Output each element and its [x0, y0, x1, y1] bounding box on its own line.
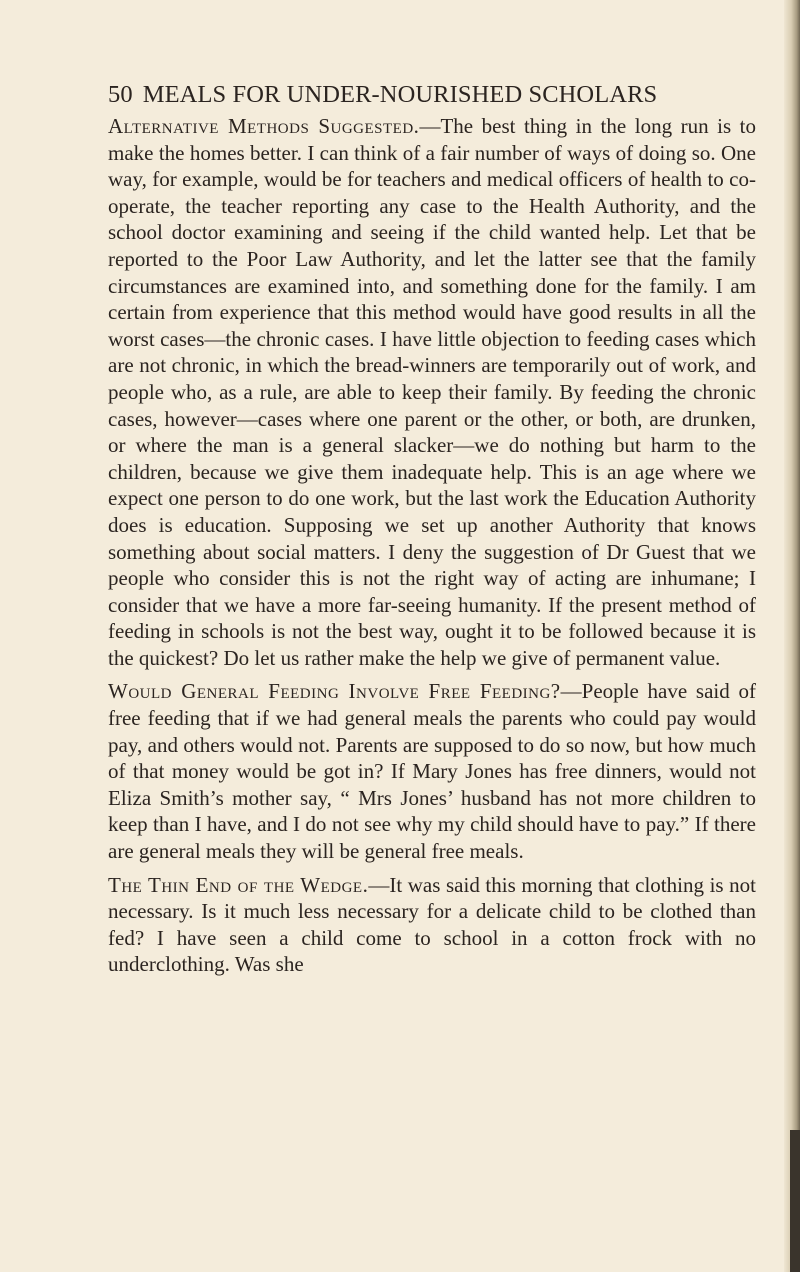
paragraph-heading: Alternative Methods Suggested. — [108, 114, 420, 138]
paragraph-alternative-methods — [108, 113, 756, 671]
paragraph-body: —The best thing in the long run is to make the homes better. I can think of a fair number of ways of doing so. One way, for example, would be for teachers and medical officers of health to co-operate, the teacher reporting any case to the Health Authority, and the school doctor examining and seeing if the child wanted help. Let that be reported to the Poor Law Authority, and let the latter see that the family circumstances are examined into, and something done for the family. I am certain from experience that this method would have good results in all the worst cases—the chronic cases. I have little objection to feeding cases which are not chronic, in which the bread-winners are temporarily out of work, and people who, as a rule, are able to keep their family. By feeding the chronic cases, however—cases where one parent or the other, or both, are drunken, or where the man is a general slacker—we do nothing but harm to the children, because we give them inadequate help. This is an age where we expect one person to do one work, but the last work the Education Authority does is education. Supposing we set up another Authority that knows something about social matters. I deny the suggestion of Dr Guest that we people who consider this is not the right way of acting are inhumane; I consider that we have a more far-seeing humanity. If the present method of feeding in schools is not the best way, ought it to be followed because it is the quickest? Do let us rather make the help we give of permanent value. — [108, 114, 756, 670]
paragraph-heading: Would General Feeding Involve Free Feeding? — [108, 679, 561, 704]
page-number: 50 — [108, 81, 133, 108]
paragraph-general-feeding — [108, 678, 756, 864]
paragraph-body: —People have said of free feeding that if we had general meals the parents who could pay would pay, and others would not. Parents are supposed to do so now, but how much of that money would be got in? If Mary Jones has free dinners, would not Eliza Smith’s mother say, “ Mrs Jones’ husband has not more children to keep than I have, and I do not see why my child should have to pay.” If there are general meals they will be general free meals. — [108, 679, 756, 864]
page-edge-shadow — [784, 0, 800, 1272]
running-head-title: MEALS FOR UNDER-NOURISHED SCHOLARS — [142, 81, 658, 108]
page-edge-dark — [790, 1130, 800, 1272]
page-content — [108, 80, 756, 978]
running-head — [108, 80, 756, 110]
paragraph-thin-end — [108, 872, 756, 978]
paragraph-body: —It was said this morning that clothing is not necessary. Is it much less necessary for a delicate child to be clothed than fed? I have seen a child come to school in a cotton frock with no underclothing. Was she — [108, 872, 756, 977]
paragraph-heading: The Thin End of the Wedge. — [108, 872, 369, 897]
